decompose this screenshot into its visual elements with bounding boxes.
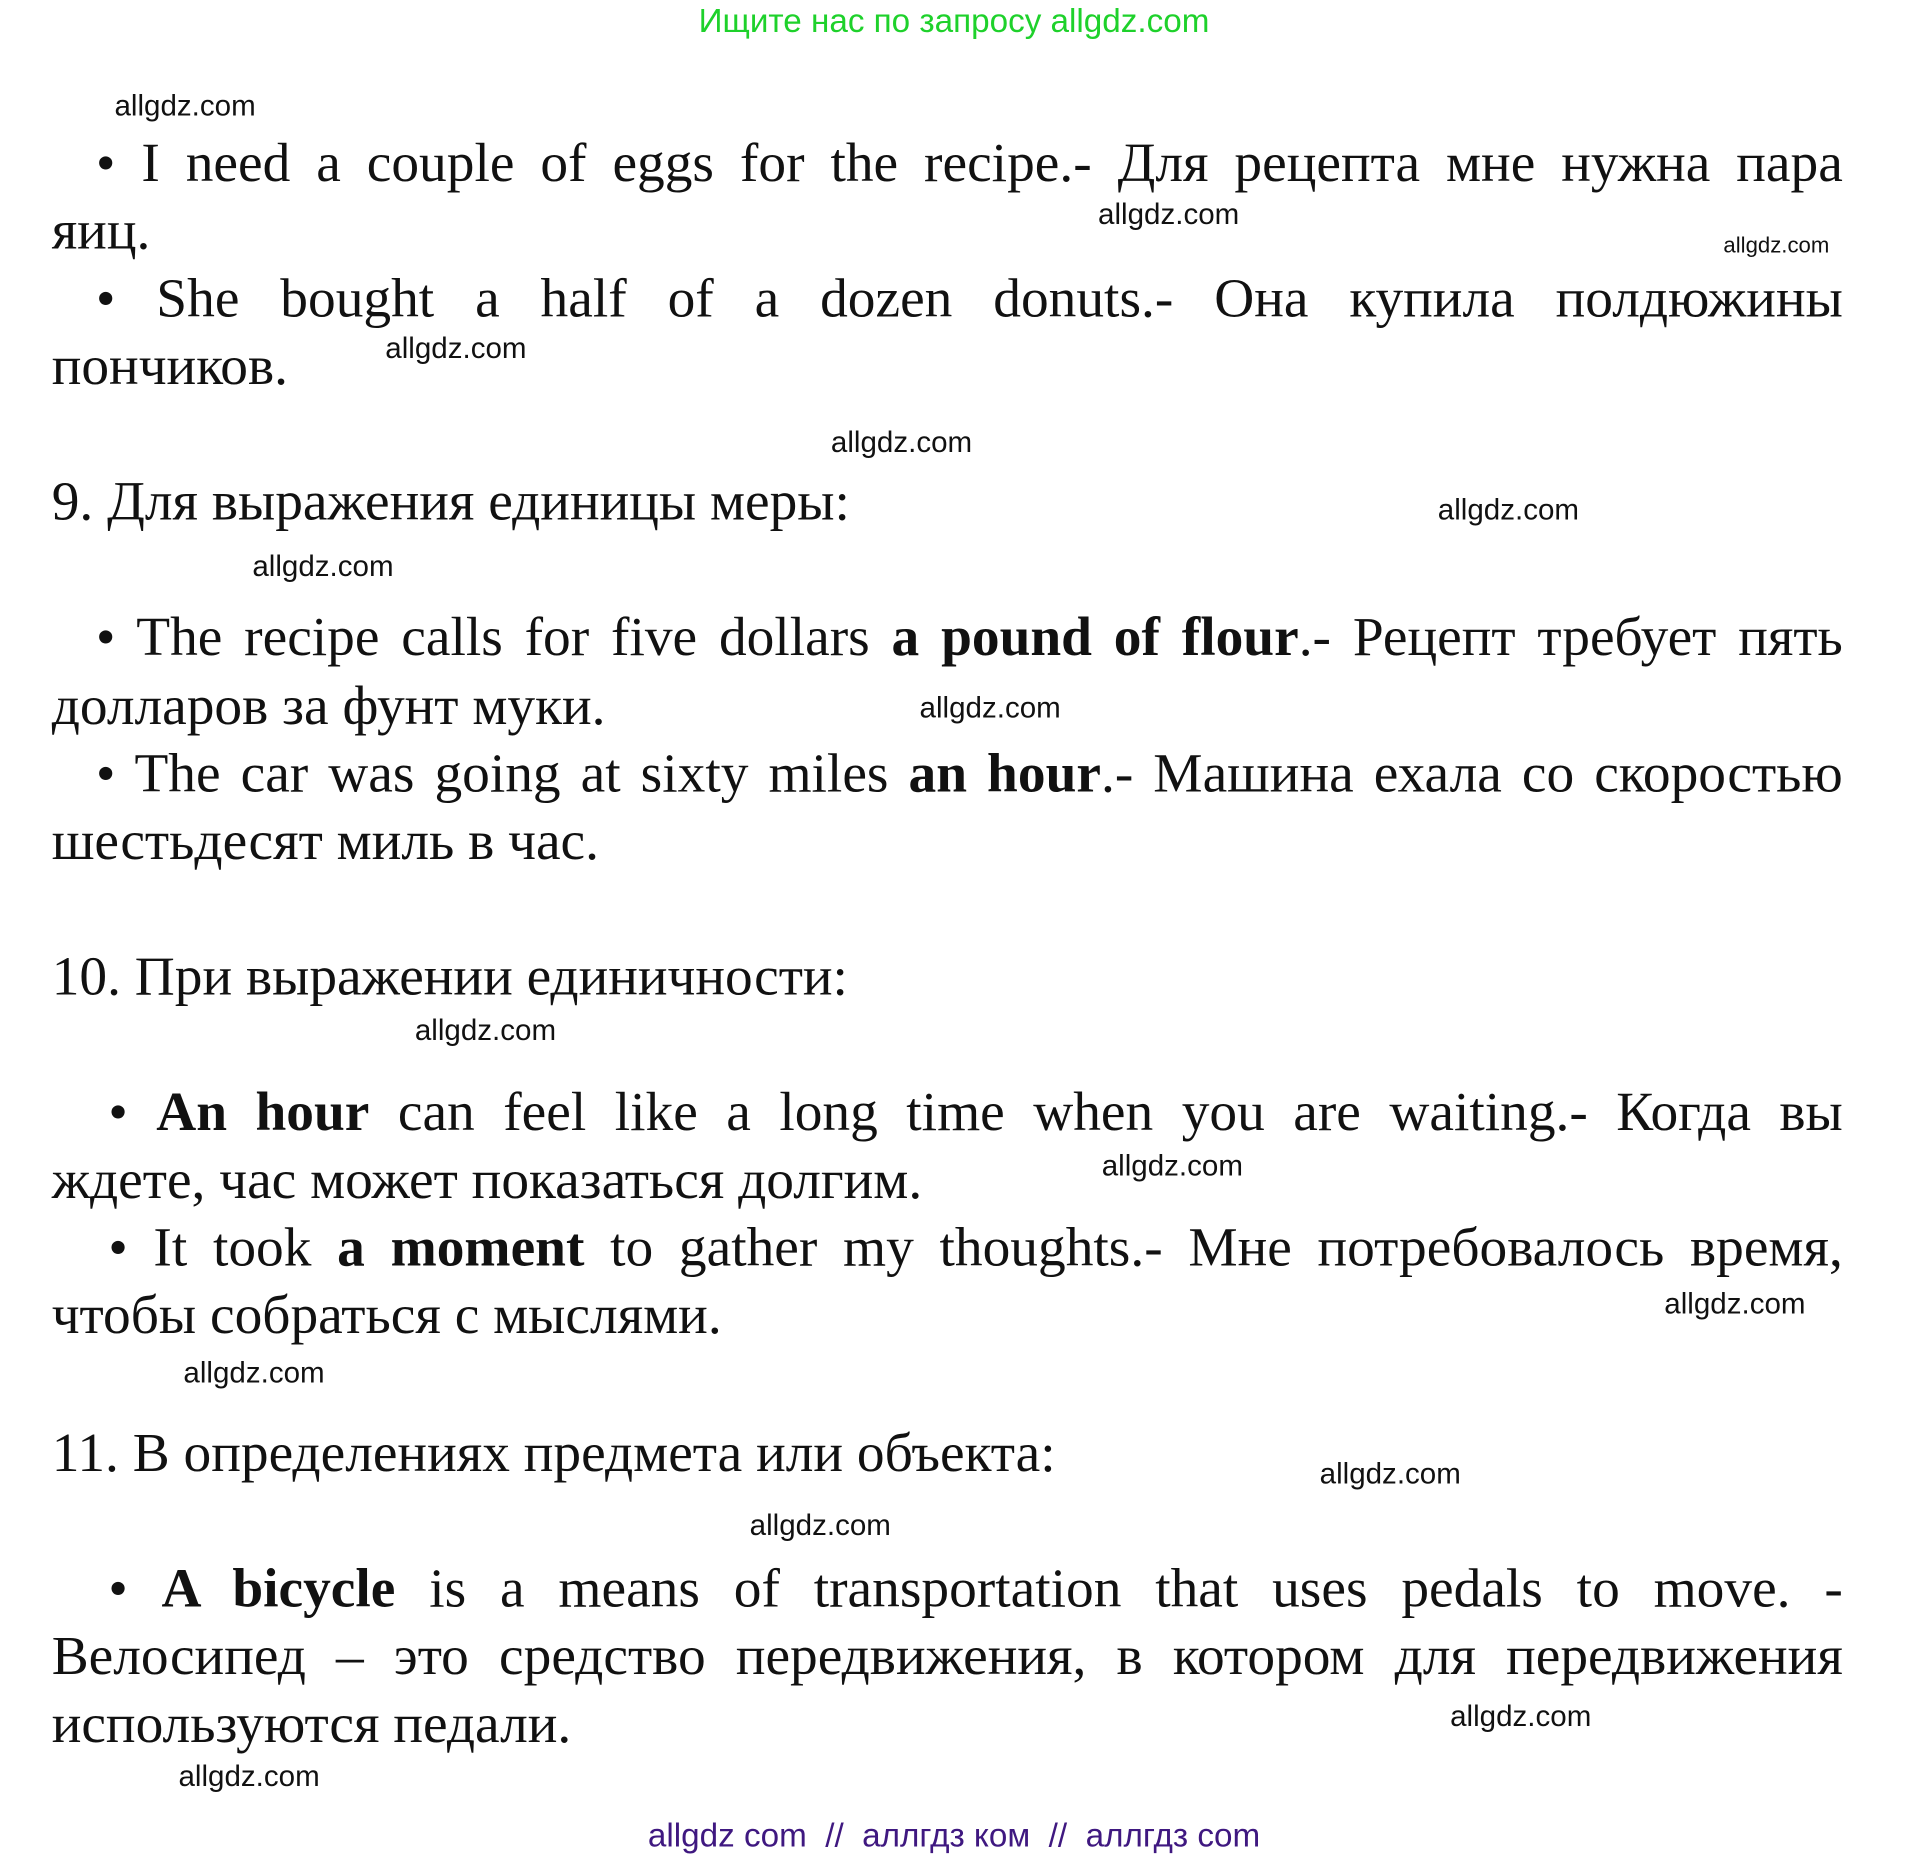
text-segment: 9. Для выражения единицы меры: bbox=[51, 470, 850, 532]
text-line bbox=[52, 1281, 722, 1349]
text-segment: Велосипед – это средство передвижения, в котором для передвижения bbox=[51, 1624, 1843, 1687]
text-segment: .- Рецепт требует пять bbox=[1298, 605, 1843, 668]
text-segment: • The car was going at sixty miles bbox=[96, 742, 909, 804]
text-line bbox=[108, 1214, 1842, 1282]
watermark: allgdz.com bbox=[114, 89, 256, 124]
text-segment: to gather my thoughts.- Мне потребовалось время, bbox=[584, 1216, 1843, 1278]
text-segment: 11. В определениях предмета или объекта: bbox=[51, 1421, 1056, 1484]
watermark: allgdz.com bbox=[1723, 232, 1830, 258]
text-line bbox=[108, 1078, 1842, 1146]
text-segment: can feel like a long time when you are waiting.- Когда вы bbox=[369, 1080, 1843, 1143]
text-segment: .- Машина ехала со скоростью bbox=[1100, 742, 1843, 804]
watermark: allgdz.com bbox=[830, 425, 973, 460]
text-line bbox=[108, 1555, 1842, 1623]
text-segment: ждете, час может показаться долгим. bbox=[51, 1148, 923, 1211]
text-segment: шестьдесят миль в час. bbox=[51, 809, 600, 872]
watermark: allgdz.com bbox=[1664, 1287, 1806, 1321]
text-segment: пончиков. bbox=[51, 334, 288, 397]
text-segment: чтобы собраться с мыслями. bbox=[51, 1283, 722, 1346]
search-banner[interactable]: Ищите нас по запросу allgdz.com bbox=[698, 2, 1210, 40]
bold-phrase: a moment bbox=[337, 1216, 585, 1278]
text-line bbox=[52, 808, 599, 876]
text-line bbox=[52, 1690, 572, 1758]
text-segment: • The recipe calls for five dollars bbox=[96, 605, 892, 668]
watermark: allgdz.com bbox=[919, 691, 1061, 726]
watermark: allgdz.com bbox=[414, 1014, 557, 1048]
text-line bbox=[52, 943, 848, 1011]
watermark: allgdz.com bbox=[252, 550, 394, 584]
text-segment: используются педали. bbox=[51, 1692, 572, 1755]
watermark: allgdz.com bbox=[1098, 198, 1240, 232]
watermark: allgdz.com bbox=[178, 1760, 320, 1794]
text-line bbox=[52, 1419, 1056, 1487]
footer-links[interactable]: allgdz com // аллгдз ком // аллгдз com bbox=[647, 1816, 1261, 1854]
text-line bbox=[96, 265, 1843, 333]
text-segment: • bbox=[108, 1080, 157, 1143]
bold-phrase: An hour bbox=[156, 1080, 370, 1143]
text-line bbox=[96, 603, 1843, 671]
bold-phrase: A bicycle bbox=[161, 1557, 396, 1619]
watermark: allgdz.com bbox=[385, 332, 527, 366]
text-line bbox=[96, 740, 1843, 808]
watermark: allgdz.com bbox=[183, 1356, 325, 1390]
bold-phrase: an hour bbox=[908, 742, 1101, 804]
bold-phrase: a pound of flour bbox=[891, 605, 1299, 668]
text-line bbox=[52, 672, 606, 740]
text-segment: • It took bbox=[108, 1216, 338, 1278]
text-segment: яиц. bbox=[51, 199, 151, 261]
text-line bbox=[52, 332, 288, 400]
text-line bbox=[52, 197, 151, 265]
text-line bbox=[52, 1622, 1843, 1690]
text-segment: • bbox=[108, 1557, 162, 1619]
text-line bbox=[52, 468, 850, 536]
text-segment: долларов за фунт муки. bbox=[51, 674, 606, 737]
text-segment: • She bought a half of a dozen donuts.- Она купила полдюжины bbox=[96, 267, 1843, 329]
text-line bbox=[96, 129, 1843, 197]
watermark: allgdz.com bbox=[1437, 493, 1580, 527]
watermark: allgdz.com bbox=[1450, 1700, 1592, 1734]
watermark: allgdz.com bbox=[1319, 1457, 1461, 1491]
watermark: allgdz.com bbox=[1101, 1149, 1243, 1183]
text-line bbox=[52, 1146, 922, 1214]
text-segment: 10. При выражении единичности: bbox=[51, 945, 848, 1007]
watermark: allgdz.com bbox=[749, 1509, 891, 1543]
text-segment: • I need a couple of eggs for the recipe.- Для рецепта мне нужна пара bbox=[96, 131, 1843, 194]
text-segment: is a means of transportation that uses pedals to move. - bbox=[395, 1557, 1843, 1619]
